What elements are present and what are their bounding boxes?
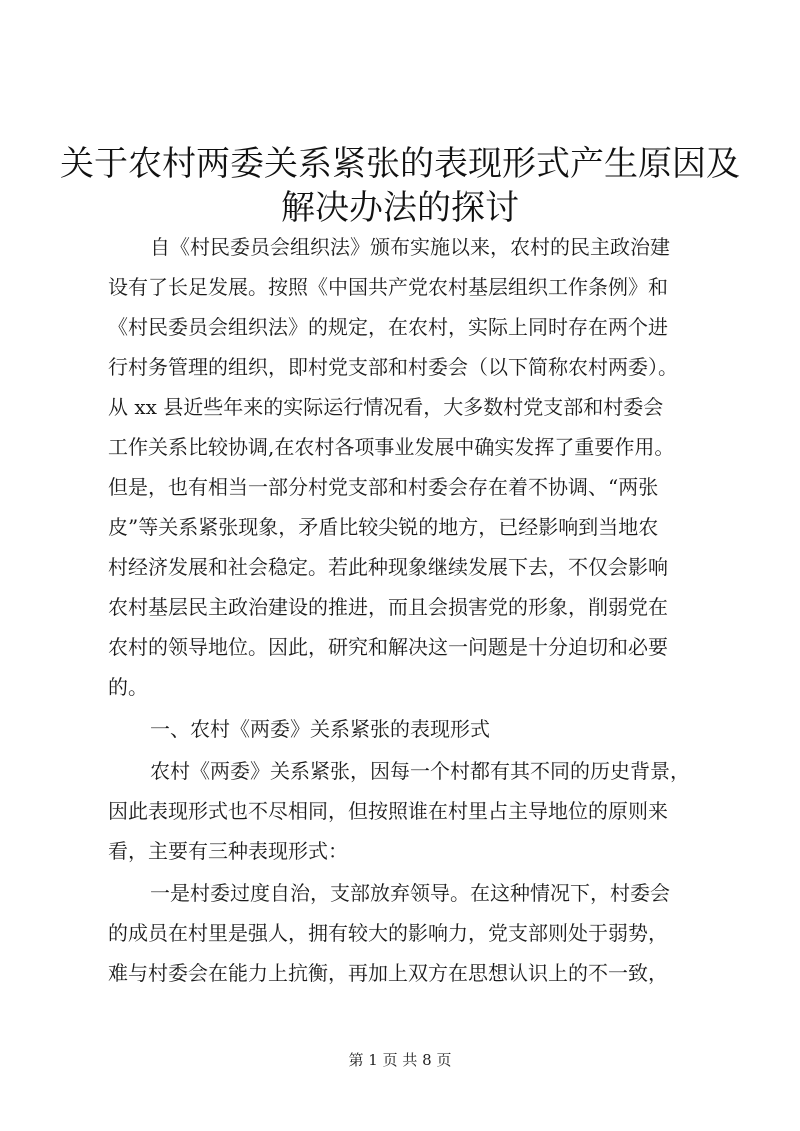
paragraph-line: 难与村委会在能力上抗衡，再加上双方在思想认识上的不一致，	[108, 961, 668, 985]
paragraph-line: 但是，也有相当一部分村党支部和村委会存在着不协调、“两张	[108, 475, 659, 499]
paragraph-line: 村经济发展和社会稳定。若此种现象继续发展下去，不仅会影响	[108, 555, 668, 579]
paragraph-line: 的。	[108, 675, 148, 699]
paragraph-line: 因此表现形式也不尽相同，但按照谁在村里占主导地位的原则来	[108, 799, 668, 823]
paragraph-line: 一是村委过度自治，支部放弃领导。在这种情况下，村委会	[150, 881, 670, 905]
document-title-line-1: 关于农村两委关系紧张的表现形式产生原因及	[60, 144, 740, 184]
paragraph-line: 行村务管理的组织，即村党支部和村委会（以下简称农村两委）。	[108, 355, 678, 379]
paragraph-line: 《村民委员会组织法》的规定，在农村，实际上同时存在两个进	[108, 315, 668, 339]
paragraph-line: 看，主要有三种表现形式：	[108, 839, 348, 863]
document-title-line-2: 解决办法的探讨	[281, 188, 519, 228]
paragraph-line: 设有了长足发展。按照《中国共产党农村基层组织工作条例》和	[108, 275, 668, 299]
paragraph-line: 农村基层民主政治建设的推进，而且会损害党的形象，削弱党在	[108, 595, 668, 619]
paragraph-line: 皮”等关系紧张现象，矛盾比较尖锐的地方，已经影响到当地农	[108, 515, 659, 539]
paragraph-line: 农村的领导地位。因此，研究和解决这一问题是十分迫切和必要	[108, 635, 668, 659]
paragraph-line: 的成员在村里是强人，拥有较大的影响力，党支部则处于弱势，	[108, 921, 668, 945]
paragraph-line: 从 xx 县近些年来的实际运行情况看，大多数村党支部和村委会	[108, 395, 664, 419]
paragraph-line: 自《村民委员会组织法》颁布实施以来，农村的民主政治建	[150, 235, 670, 259]
section-heading: 一、农村《两委》关系紧张的表现形式	[150, 717, 490, 741]
page-number-footer: 第 1 页 共 8 页	[348, 1051, 452, 1069]
paragraph-line: 工作关系比较协调,在农村各项事业发展中确实发挥了重要作用。	[108, 435, 675, 459]
paragraph-line: 农村《两委》关系紧张，因每一个村都有其不同的历史背景，	[150, 759, 690, 783]
